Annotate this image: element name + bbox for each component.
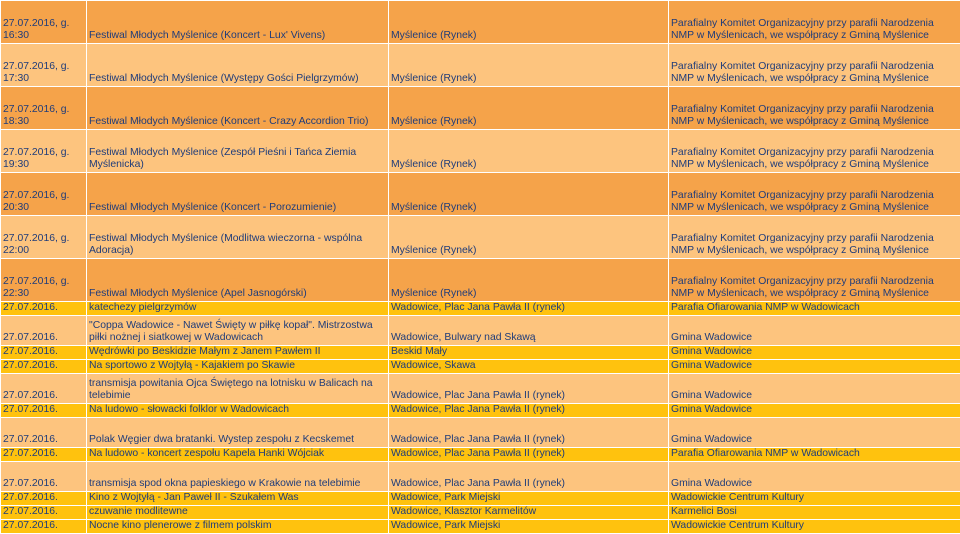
organizer-cell: Wadowickie Centrum Kultury (669, 520, 960, 534)
date-cell: 27.07.2016. (1, 418, 87, 448)
table-row (1, 492, 960, 506)
event-cell: Nocne kino plenerowe z filmem polskim (87, 520, 389, 534)
event-cell: Festiwal Młodych Myślenice (Apel Jasnogórski) (87, 259, 389, 302)
place-cell: Wadowice, Plac Jana Pawła II (rynek) (389, 404, 669, 418)
organizer-cell: Parafialny Komitet Organizacyjny przy parafii Narodzenia NMP w Myślenicach, we współpracy z Gminą Myślenice (669, 173, 960, 216)
event-cell: "Coppa Wadowice - Nawet Święty w piłkę kopał". Mistrzostwa piłki nożnej i siatkowej w Wadowicach (87, 316, 389, 346)
events-table-body (1, 1, 960, 534)
table-row (1, 44, 960, 87)
date-cell: 27.07.2016. (1, 374, 87, 404)
event-cell: transmisja spod okna papieskiego w Krakowie na telebimie (87, 462, 389, 492)
organizer-cell: Parafialny Komitet Organizacyjny przy parafii Narodzenia NMP w Myślenicach, we współpracy z Gminą Myślenice (669, 216, 960, 259)
table-row (1, 216, 960, 259)
date-cell: 27.07.2016. (1, 404, 87, 418)
date-cell: 27.07.2016, g. 17:30 (1, 44, 87, 87)
place-cell: Wadowice, Plac Jana Pawła II (rynek) (389, 462, 669, 492)
place-cell: Myślenice (Rynek) (389, 87, 669, 130)
event-cell: Na ludowo - słowacki folklor w Wadowicach (87, 404, 389, 418)
event-cell: Na ludowo - koncert zespołu Kapela Hanki Wójciak (87, 448, 389, 462)
event-cell: Kino z Wojtyłą - Jan Paweł II - Szukałem Was (87, 492, 389, 506)
table-row (1, 346, 960, 360)
place-cell: Wadowice, Bulwary nad Skawą (389, 316, 669, 346)
date-cell: 27.07.2016, g. 20:30 (1, 173, 87, 216)
table-row (1, 448, 960, 462)
date-cell: 27.07.2016. (1, 492, 87, 506)
organizer-cell: Wadowickie Centrum Kultury (669, 492, 960, 506)
place-cell: Wadowice, Park Miejski (389, 520, 669, 534)
place-cell: Myślenice (Rynek) (389, 1, 669, 44)
table-row (1, 418, 960, 448)
organizer-cell: Parafialny Komitet Organizacyjny przy parafii Narodzenia NMP w Myślenicach, we współpracy z Gminą Myślenice (669, 130, 960, 173)
date-cell: 27.07.2016, g. 22:30 (1, 259, 87, 302)
table-row (1, 302, 960, 316)
organizer-cell: Parafialny Komitet Organizacyjny przy parafii Narodzenia NMP w Myślenicach, we współpracy z Gminą Myślenice (669, 259, 960, 302)
table-row (1, 360, 960, 374)
table-row (1, 404, 960, 418)
organizer-cell: Parafialny Komitet Organizacyjny przy parafii Narodzenia NMP w Myślenicach, we współpracy z Gminą Myślenice (669, 44, 960, 87)
place-cell: Myślenice (Rynek) (389, 44, 669, 87)
date-cell: 27.07.2016. (1, 360, 87, 374)
event-cell: Wędrówki po Beskidzie Małym z Janem Pawłem II (87, 346, 389, 360)
event-cell: Na sportowo z Wojtyłą - Kajakiem po Skawie (87, 360, 389, 374)
date-cell: 27.07.2016, g. 19:30 (1, 130, 87, 173)
organizer-cell: Gmina Wadowice (669, 316, 960, 346)
table-row (1, 462, 960, 492)
date-cell: 27.07.2016. (1, 520, 87, 534)
event-cell: Festiwal Młodych Myślenice (Zespół Pieśni i Tańca Ziemia Myślenicka) (87, 130, 389, 173)
date-cell: 27.07.2016. (1, 448, 87, 462)
date-cell: 27.07.2016, g. 16:30 (1, 1, 87, 44)
date-cell: 27.07.2016. (1, 346, 87, 360)
table-row (1, 520, 960, 534)
table-row (1, 130, 960, 173)
table-row (1, 173, 960, 216)
date-cell: 27.07.2016, g. 22:00 (1, 216, 87, 259)
date-cell: 27.07.2016. (1, 462, 87, 492)
organizer-cell: Gmina Wadowice (669, 346, 960, 360)
place-cell: Beskid Mały (389, 346, 669, 360)
date-cell: 27.07.2016. (1, 302, 87, 316)
place-cell: Wadowice, Klasztor Karmelitów (389, 506, 669, 520)
place-cell: Wadowice, Plac Jana Pawła II (rynek) (389, 448, 669, 462)
table-row (1, 87, 960, 130)
event-cell: Festiwal Młodych Myślenice (Modlitwa wieczorna - wspólna Adoracja) (87, 216, 389, 259)
organizer-cell: Parafialny Komitet Organizacyjny przy parafii Narodzenia NMP w Myślenicach, we współpracy z Gminą Myślenice (669, 87, 960, 130)
event-cell: katechezy pielgrzymów (87, 302, 389, 316)
place-cell: Myślenice (Rynek) (389, 173, 669, 216)
place-cell: Myślenice (Rynek) (389, 259, 669, 302)
event-cell: Polak Węgier dwa bratanki. Wystep zespołu z Kecskemet (87, 418, 389, 448)
table-row (1, 1, 960, 44)
event-cell: transmisja powitania Ojca Świętego na lotnisku w Balicach na telebimie (87, 374, 389, 404)
place-cell: Wadowice, Plac Jana Pawła II (rynek) (389, 302, 669, 316)
organizer-cell: Gmina Wadowice (669, 418, 960, 448)
place-cell: Wadowice, Skawa (389, 360, 669, 374)
date-cell: 27.07.2016, g. 18:30 (1, 87, 87, 130)
place-cell: Wadowice, Park Miejski (389, 492, 669, 506)
organizer-cell: Gmina Wadowice (669, 374, 960, 404)
place-cell: Myślenice (Rynek) (389, 216, 669, 259)
table-row (1, 374, 960, 404)
event-cell: Festiwal Młodych Myślenice (Koncert - Lux' Vivens) (87, 1, 389, 44)
organizer-cell: Karmelici Bosi (669, 506, 960, 520)
organizer-cell: Parafialny Komitet Organizacyjny przy parafii Narodzenia NMP w Myślenicach, we współpracy z Gminą Myślenice (669, 1, 960, 44)
organizer-cell: Gmina Wadowice (669, 360, 960, 374)
place-cell: Wadowice, Plac Jana Pawła II (rynek) (389, 418, 669, 448)
table-row (1, 316, 960, 346)
organizer-cell: Parafia Ofiarowania NMP w Wadowicach (669, 302, 960, 316)
table-row (1, 506, 960, 520)
place-cell: Wadowice, Plac Jana Pawła II (rynek) (389, 374, 669, 404)
table-row (1, 259, 960, 302)
date-cell: 27.07.2016. (1, 506, 87, 520)
event-cell: Festiwal Młodych Myślenice (Koncert - Porozumienie) (87, 173, 389, 216)
event-cell: czuwanie modlitewne (87, 506, 389, 520)
organizer-cell: Gmina Wadowice (669, 462, 960, 492)
place-cell: Myślenice (Rynek) (389, 130, 669, 173)
event-cell: Festiwal Młodych Myślenice (Koncert - Crazy Accordion Trio) (87, 87, 389, 130)
organizer-cell: Parafia Ofiarowania NMP w Wadowicach (669, 448, 960, 462)
date-cell: 27.07.2016. (1, 316, 87, 346)
organizer-cell: Gmina Wadowice (669, 404, 960, 418)
event-cell: Festiwal Młodych Myślenice (Występy Gości Pielgrzymów) (87, 44, 389, 87)
